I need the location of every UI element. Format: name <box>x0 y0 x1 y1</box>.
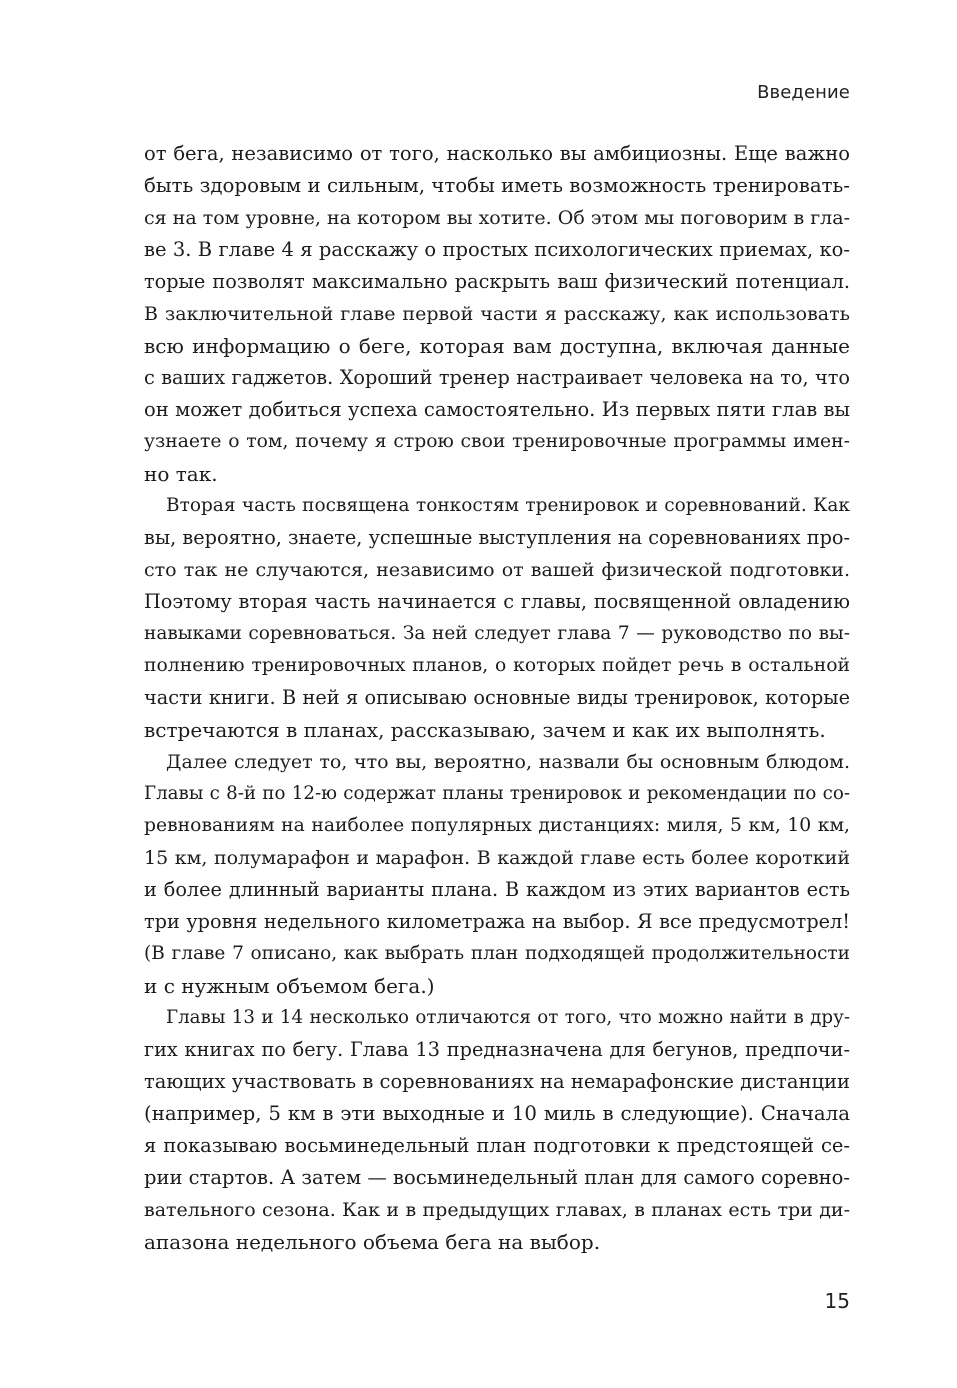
text-line: Поэтому вторая часть начинается с главы, посвященной овладению <box>144 590 850 613</box>
text-line: рии стартов. А затем — восьминедельный план для самого соревно- <box>144 1166 850 1189</box>
text-line: торые позволят максимально раскрыть ваш физический потенциал. <box>144 270 850 293</box>
text-line: навыками соревноваться. За ней следует глава 7 — руководство по вы- <box>144 623 850 644</box>
text-line: гих книгах по бегу. Глава 13 предназначена для бегунов, предпочи- <box>144 1038 850 1061</box>
text-line: и более длинный варианты плана. В каждом из этих вариантов есть <box>144 878 850 901</box>
text-line: три уровня недельного километража на выбор. Я все предусмотрел! <box>144 910 850 933</box>
text-line: всю информацию о беге, которая вам доступна, включая данные <box>144 334 850 358</box>
text-line: и с нужным объемом бега.) <box>144 974 435 998</box>
text-line: (В главе 7 описано, как выбрать план подходящей продолжительности <box>144 943 850 964</box>
text-line: ревнованиям на наиболее популярных дистанциях: миля, 5 км, 10 км, <box>144 815 850 836</box>
text-line: части книги. В ней я описываю основные виды тренировок, которые <box>144 686 850 709</box>
text-line: Вторая часть посвящена тонкостям тренировок и соревнований. Как <box>166 495 850 516</box>
text-line: он может добиться успеха самостоятельно. Из первых пяти глав вы <box>144 398 850 421</box>
text-line: полнению тренировочных планов, о которых пойдет речь в остальной <box>144 655 850 676</box>
text-line: Главы с 8-й по 12-ю содержат планы тренировок и рекомендации по со- <box>144 783 850 804</box>
page-number: 15 <box>824 1289 850 1313</box>
text-line: я показываю восьминедельный план подготовки к предстоящей се- <box>144 1134 850 1157</box>
text-line: ся на том уровне, на котором вы хотите. Об этом мы поговорим в гла- <box>144 207 850 229</box>
text-line: с ваших гаджетов. Хороший тренер настраивает человека на то, что <box>144 366 850 389</box>
text-line: В заключительной главе первой части я расскажу, как использовать <box>144 303 850 325</box>
text-line: вательного сезона. Как и в предыдущих главах, в планах есть три ди- <box>144 1199 850 1221</box>
text-line: сто так не случаются, независимо от вашей физической подготовки. <box>144 559 850 581</box>
text-line: ве 3. В главе 4 я расскажу о простых психологических приемах, ко- <box>144 238 850 261</box>
text-line: апазона недельного объема бега на выбор. <box>144 1230 601 1254</box>
text-line: Главы 13 и 14 несколько отличаются от того, что можно найти в дру- <box>166 1007 850 1028</box>
text-line: 15 км, полумарафон и марафон. В каждой главе есть более короткий <box>144 847 850 869</box>
paragraph-4 <box>144 1002 850 1258</box>
text-line: (например, 5 км в эти выходные и 10 миль в следующие). Сначала <box>144 1102 850 1125</box>
text-line: быть здоровым и сильным, чтобы иметь возможность тренировать- <box>144 174 850 197</box>
text-line: от бега, независимо от того, насколько вы амбициозны. Еще важно <box>144 142 850 165</box>
paragraph-3 <box>144 746 850 1002</box>
text-line: вы, вероятно, знаете, успешные выступления на соревнованиях про- <box>144 526 850 549</box>
text-line: встречаются в планах, рассказываю, зачем и как их выполнять. <box>144 718 826 742</box>
paragraph-2 <box>144 490 850 746</box>
text-line: но так. <box>144 462 218 486</box>
text-line: узнаете о том, почему я строю свои тренировочные программы имен- <box>144 431 850 452</box>
running-header: Введение <box>757 82 850 103</box>
paragraph-1 <box>144 138 850 490</box>
body-text <box>144 138 850 1258</box>
text-line: Далее следует то, что вы, вероятно, назвали бы основным блюдом. <box>166 751 850 773</box>
text-line: тающих участвовать в соревнованиях на немарафонские дистанции <box>144 1070 850 1093</box>
